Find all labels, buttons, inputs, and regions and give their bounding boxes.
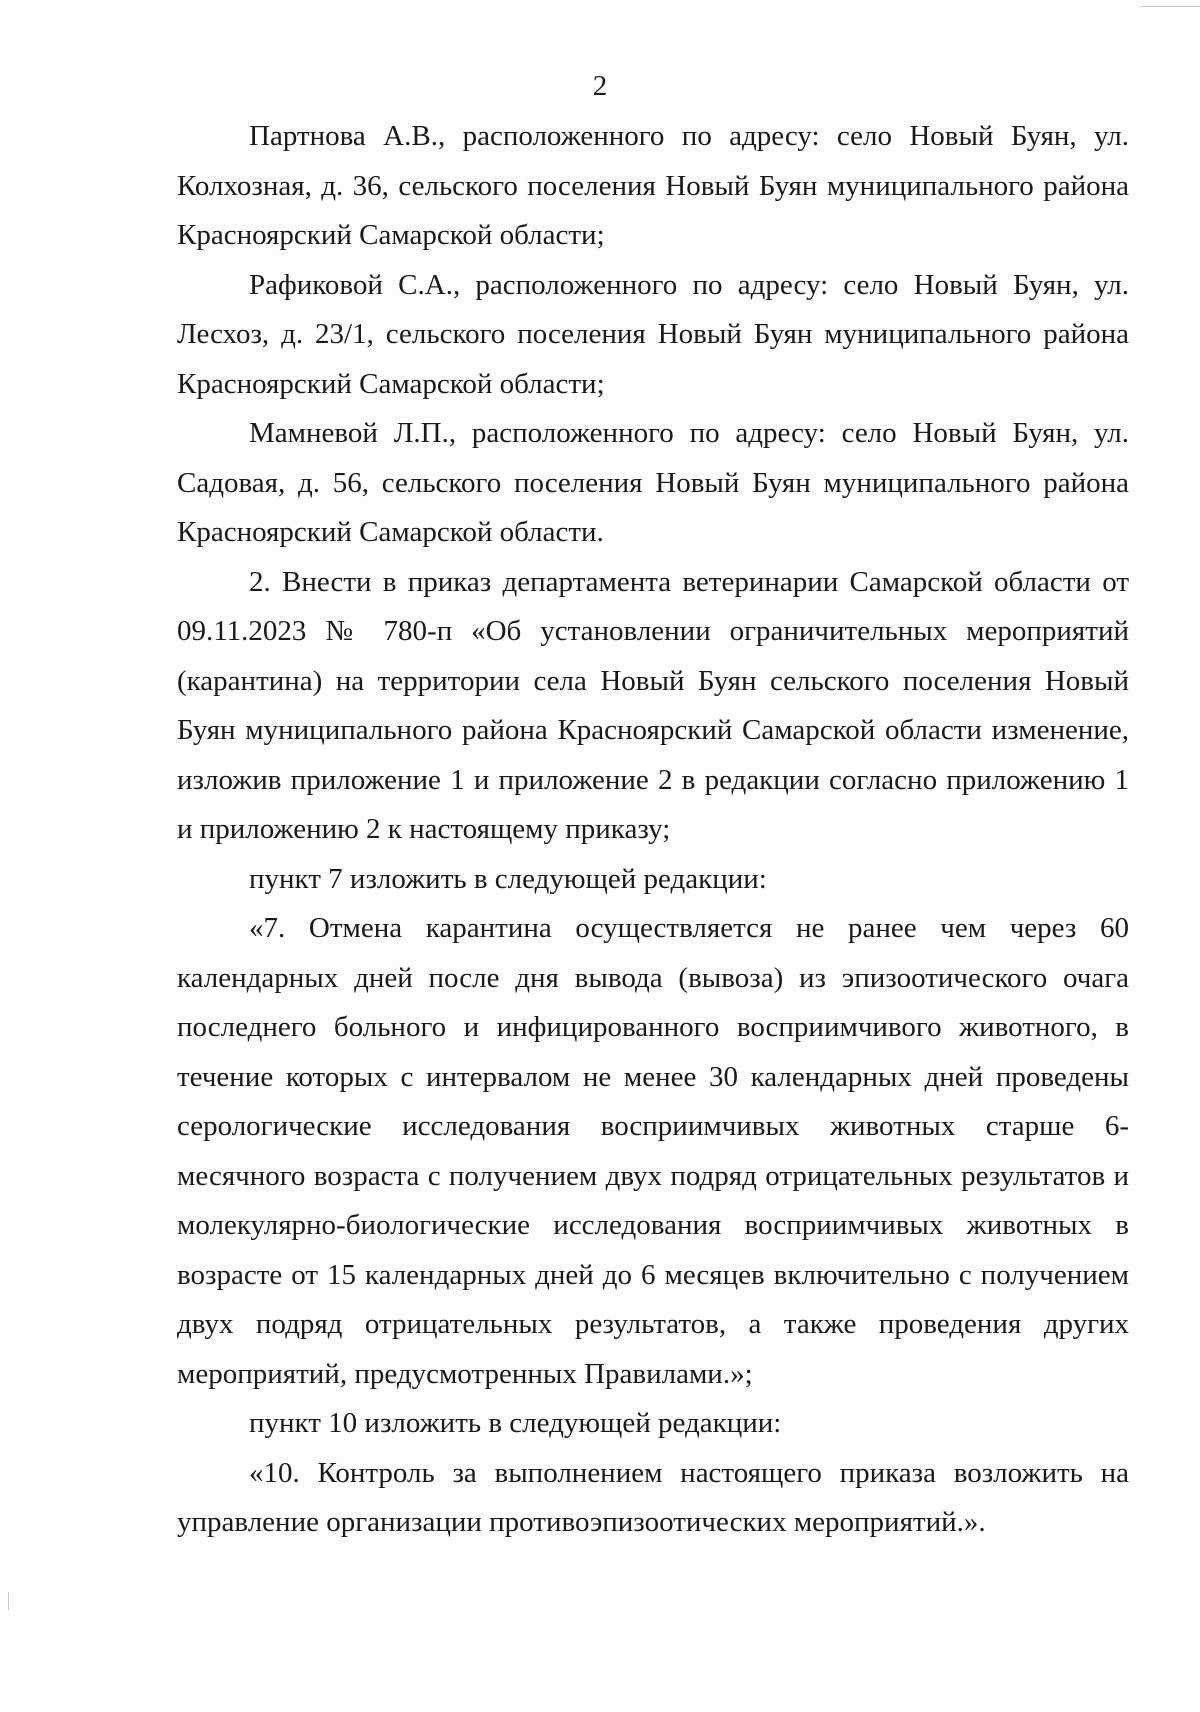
paragraph-item-2: 2. Внести в приказ департамента ветеринарии Самарской области от 09.11.2023 № 780-п «Об установлении ограничительных мероприятий (карантина) на территории села Новый Буян сельского поселения Новый Буян муниципального района Красноярский Самарской области изменение, изложив приложение 1 и приложение 2 в редакции согласно приложению 1 и приложению 2 к настоящему приказу; [177, 565, 1129, 845]
document-body [177, 112, 1129, 1548]
paragraph-point-10-text: «10. Контроль за выполнением настоящего приказа возложить на управление организации противоэпизоотических мероприятий.». [177, 1456, 1129, 1538]
scan-artifact-top-right [1140, 6, 1200, 7]
paragraph-point-7-intro: пункт 7 изложить в следующей редакции: [249, 862, 767, 895]
paragraph-rafikova: Рафиковой С.А., расположенного по адресу: село Новый Буян, ул. Лесхоз, д. 23/1, сельского поселения Новый Буян муниципального района Красноярский Самарской области; [177, 268, 1129, 400]
scan-artifact-left-edge [8, 1592, 9, 1610]
page-number: 2 [592, 70, 608, 102]
paragraph-point-10-intro: пункт 10 изложить в следующей редакции: [249, 1407, 782, 1439]
paragraph-partnov: Партнова А.В., расположенного по адресу: село Новый Буян, ул. Колхозная, д. 36, сельского поселения Новый Буян муниципального района Красноярский Самарской области; [177, 120, 1129, 251]
paragraph-mamneva: Мамневой Л.П., расположенного по адресу: село Новый Буян, ул. Садовая, д. 56, сельского поселения Новый Буян муниципального района Красноярский Самарской области. [177, 417, 1129, 548]
paragraph-point-7-text: «7. Отмена карантина осуществляется не ранее чем через 60 календарных дней после дня вывода (вывоза) из эпизоотического очага последнего больного и инфицированного восприимчивого животного, в течение которых с интервалом не менее 30 календарных дней проведены серологические исследования восприимчивых животных старше 6-месячного возраста с получением двух подряд отрицательных результатов и молекулярно-биологические исследования восприимчивых животных в возрасте от 15 календарных дней до 6 месяцев включительно с получением двух подряд отрицательных результатов, а также проведения других мероприятий, предусмотренных Правилами.»; [177, 912, 1129, 1390]
